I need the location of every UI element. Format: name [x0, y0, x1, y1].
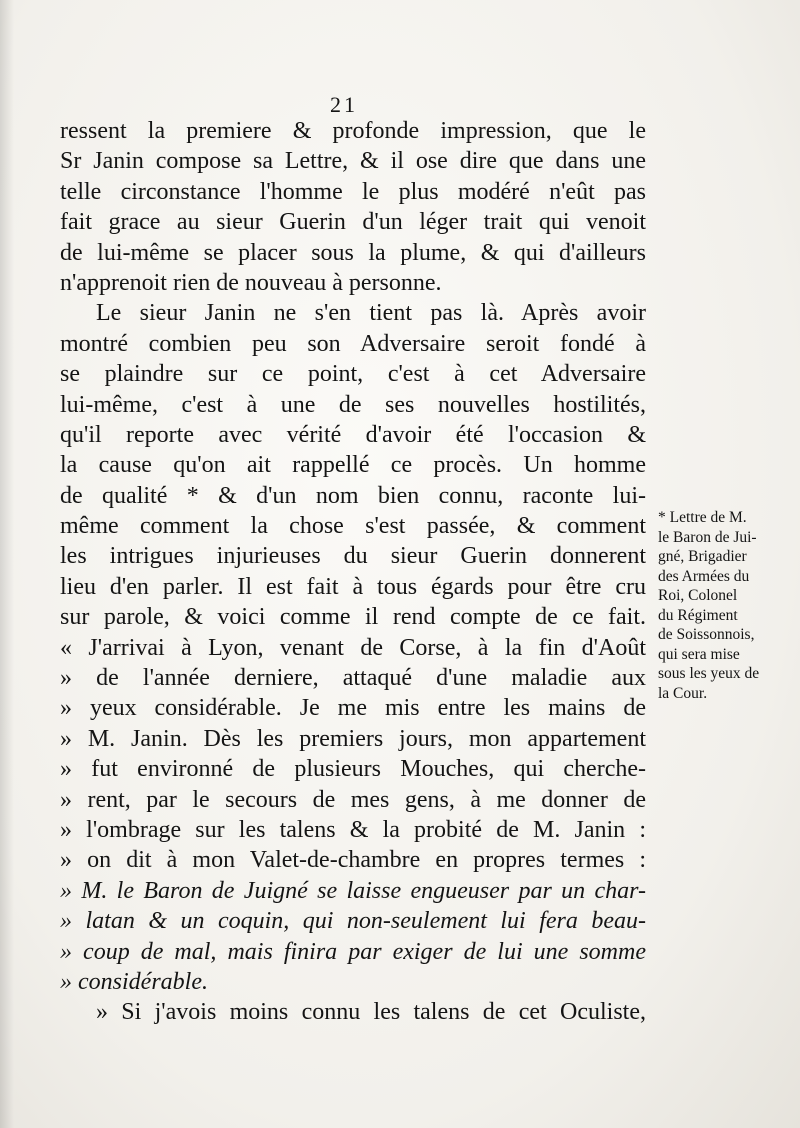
margin-note-line: * Lettre de M.	[658, 509, 747, 526]
margin-note	[658, 508, 792, 703]
text-line: » yeux considérable. Je me mis entre les mains de	[60, 695, 646, 722]
margin-note-line: qui sera mise	[658, 645, 740, 663]
text-line: » rent, par le secours de mes gens, à me donner de	[60, 786, 646, 813]
margin-note-line: gné, Brigadier	[658, 548, 747, 565]
text-line: se plaindre sur ce point, c'est à cet Adversaire	[60, 361, 646, 388]
margin-note-line: des Armées du	[658, 567, 750, 585]
margin-note-line: le Baron de Jui-	[658, 528, 757, 546]
text-line: qu'il reporte avec vérité d'avoir été l'occasion &	[60, 421, 646, 448]
text-line: la cause qu'on ait rappellé ce procès. Un homme	[60, 452, 646, 479]
text-line: fait grace au sieur Guerin d'un léger trait qui venoit	[60, 209, 646, 236]
text-line: » latan & un coquin, qui non-seulement lui fera beau-	[60, 908, 646, 935]
text-line: » l'ombrage sur les talens & la probité de M. Janin :	[60, 816, 646, 843]
text-line: lui-même, c'est à une de ses nouvelles hostilités,	[60, 391, 646, 418]
text-line: les intrigues injurieuses du sieur Guerin donnerent	[60, 543, 646, 570]
text-line: » considérable.	[60, 968, 208, 995]
text-line: Sr Janin compose sa Lettre, & il ose dire que dans une	[60, 148, 646, 175]
text-line: montré combien peu son Adversaire seroit fondé à	[60, 330, 646, 357]
text-line: » de l'année derniere, attaqué d'une maladie aux	[60, 665, 646, 692]
margin-note-line: du Régiment	[658, 606, 738, 624]
text-line: sur parole, & voici comme il rend compte de ce fait.	[60, 604, 646, 631]
text-line: ressent la premiere & profonde impression, que le	[60, 118, 646, 144]
margin-note-line: la Cour.	[658, 684, 708, 702]
margin-note-line: sous les yeux de	[658, 665, 760, 682]
text-line: » Si j'avois moins connu les talens de cet Oculiste,	[96, 999, 646, 1026]
text-line: » coup de mal, mais finira par exiger de lui une somme	[60, 938, 646, 965]
text-line: Le sieur Janin ne s'en tient pas là. Après avoir	[96, 300, 646, 327]
text-line: lieu d'en parler. Il est fait à tous égards pour être cru	[60, 573, 646, 600]
page-edge-shadow	[0, 0, 14, 1128]
text-line: n'apprenoit rien de nouveau à personne.	[60, 269, 442, 296]
text-line: » M. Janin. Dès les premiers jours, mon appartement	[60, 725, 646, 752]
text-line: telle circonstance l'homme le plus modéré n'eût pas	[60, 178, 646, 205]
text-line: même comment la chose s'est passée, & comment	[60, 513, 646, 540]
margin-note-line: de Soissonnois,	[658, 626, 755, 643]
text-line: de qualité * & d'un nom bien connu, raconte lui-	[60, 482, 646, 509]
text-line: « J'arrivai à Lyon, venant de Corse, à la fin d'Août	[60, 634, 646, 661]
text-line: » M. le Baron de Juigné se laisse engueuser par un char-	[60, 877, 646, 904]
main-text-block	[60, 116, 646, 1028]
margin-note-line: Roi, Colonel	[658, 587, 738, 604]
text-line: de lui-même se placer sous la plume, & qui d'ailleurs	[60, 239, 646, 266]
text-line: » on dit à mon Valet-de-chambre en propres termes :	[60, 847, 646, 874]
text-line: » fut environné de plusieurs Mouches, qui cherche-	[60, 756, 646, 783]
page-number: 21	[330, 92, 358, 117]
